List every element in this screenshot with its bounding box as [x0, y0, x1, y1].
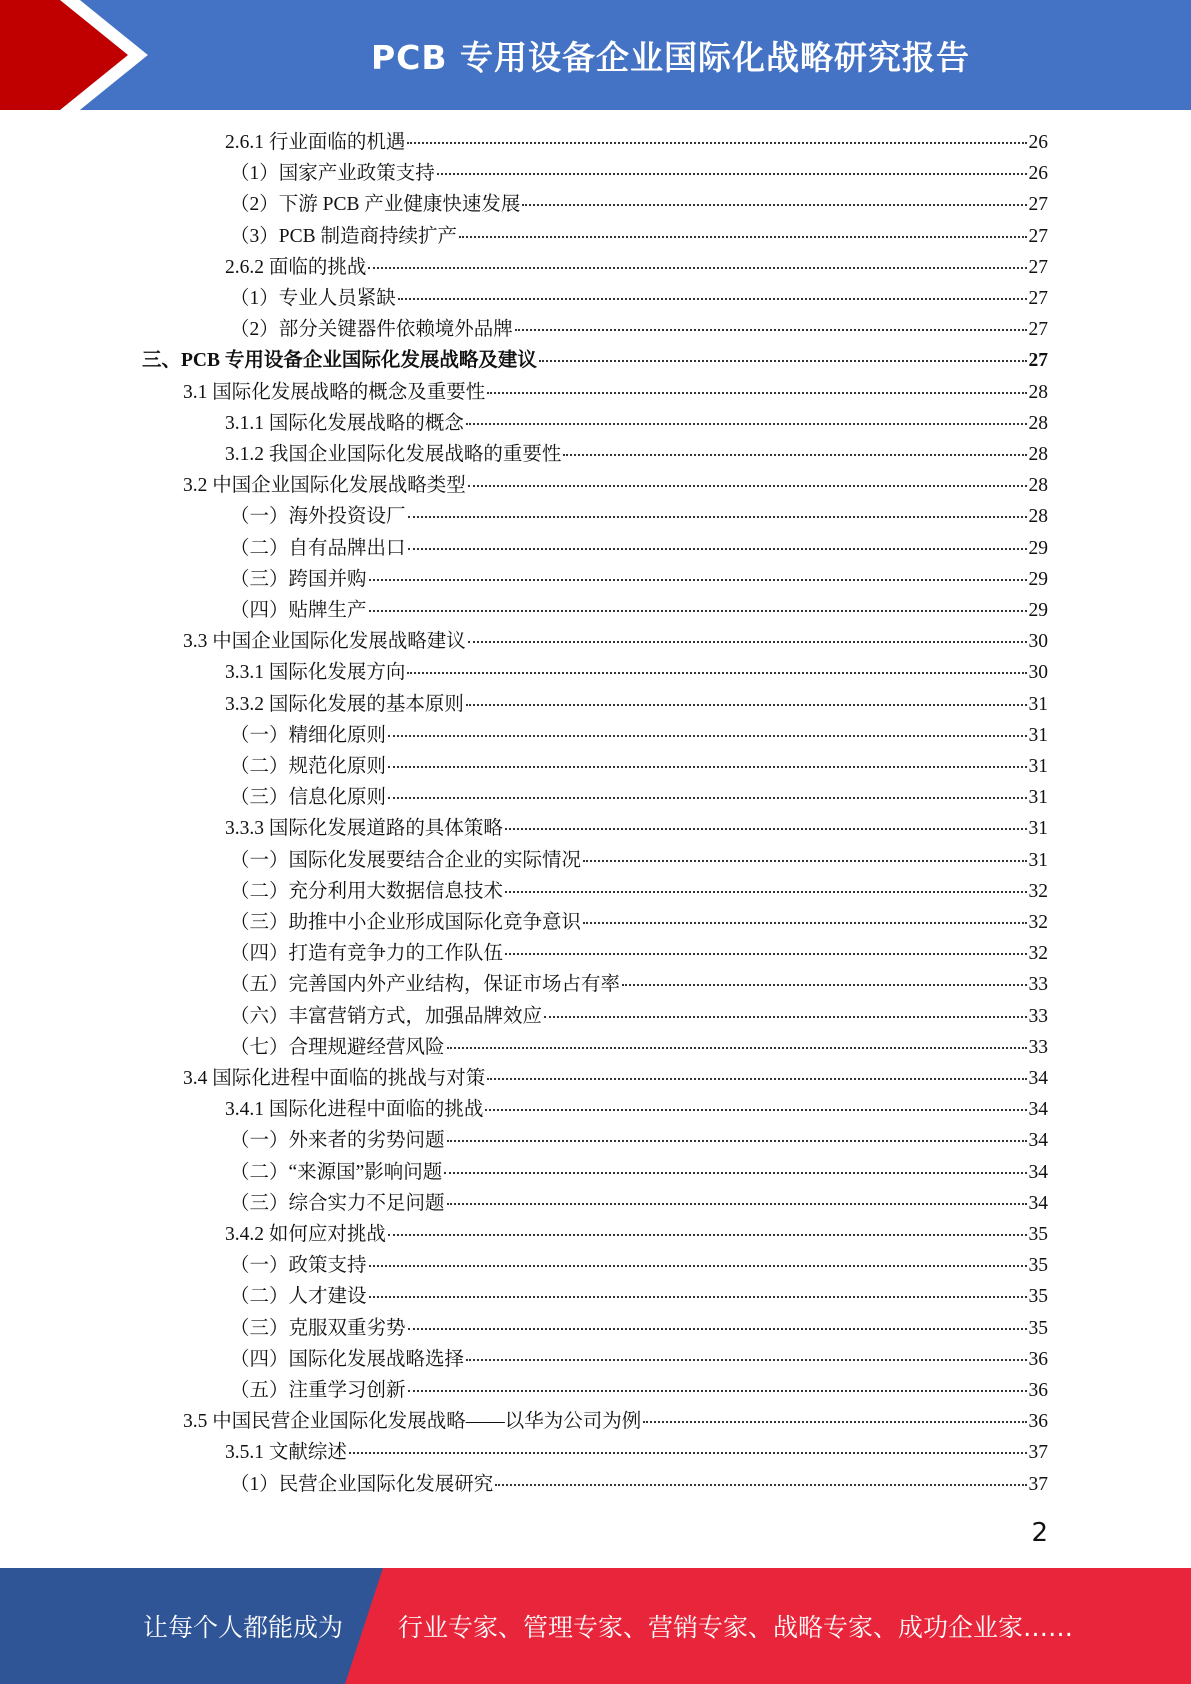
toc-entry-page: 31	[1028, 849, 1048, 871]
toc-entry-page: 31	[1028, 693, 1048, 715]
toc-entry-page: 27	[1028, 350, 1048, 372]
toc-dot-leader	[505, 827, 1027, 830]
toc-entry-page: 35	[1028, 1224, 1048, 1245]
toc-dot-leader	[522, 203, 1026, 206]
page-number: 2	[1031, 1518, 1048, 1548]
toc-entry-label: （1）专业人员紧缺	[230, 288, 396, 309]
toc-dot-leader	[468, 640, 1027, 643]
toc-entry-page: 32	[1028, 912, 1048, 933]
toc-entry-page: 34	[1028, 1099, 1048, 1121]
toc-entry-page: 31	[1028, 756, 1048, 777]
toc-entry[interactable]	[225, 439, 1048, 470]
page-footer	[0, 1568, 1191, 1684]
toc-entry[interactable]	[230, 283, 1048, 314]
toc-entry[interactable]	[183, 1406, 1048, 1437]
toc-entry[interactable]	[230, 1469, 1048, 1500]
toc-dot-leader	[388, 734, 1026, 737]
toc-entry[interactable]	[183, 470, 1048, 501]
toc-dot-leader	[505, 952, 1026, 955]
toc-dot-leader	[515, 328, 1027, 331]
toc-dot-leader	[444, 1171, 1026, 1174]
toc-dot-leader	[437, 172, 1027, 175]
toc-entry-page: 31	[1028, 724, 1048, 746]
toc-entry[interactable]	[225, 1094, 1048, 1125]
toc-entry-label: （2）下游 PCB 产业健康快速发展	[230, 194, 521, 216]
toc-dot-leader	[408, 515, 1027, 518]
toc-entry-page: 28	[1028, 412, 1048, 434]
toc-entry-label: （一）海外投资设厂	[230, 506, 406, 528]
toc-dot-leader	[407, 671, 1026, 674]
toc-entry[interactable]	[230, 938, 1048, 969]
toc-entry-label: （四）国际化发展战略选择	[230, 1348, 465, 1370]
toc-dot-leader	[388, 1233, 1027, 1236]
toc-entry[interactable]	[230, 969, 1048, 1000]
toc-dot-leader	[466, 703, 1027, 706]
toc-dot-leader	[539, 359, 1027, 362]
toc-dot-leader	[468, 484, 1027, 487]
toc-entry[interactable]	[230, 1344, 1048, 1375]
toc-entry-label: （五）注重学习创新	[230, 1380, 406, 1401]
toc-entry[interactable]	[230, 221, 1048, 252]
toc-entry-page: 29	[1028, 537, 1048, 559]
toc-entry[interactable]	[230, 1125, 1048, 1156]
toc-entry-page: 26	[1028, 132, 1048, 153]
toc-entry[interactable]	[230, 314, 1048, 345]
toc-entry-label: 3.3.1 国际化发展方向	[225, 662, 406, 684]
toc-entry-label: （四）贴牌生产	[230, 600, 367, 621]
toc-dot-leader	[466, 422, 1027, 425]
toc-entry-page: 35	[1028, 1317, 1048, 1339]
toc-entry-page: 33	[1028, 1005, 1048, 1027]
toc-dot-leader	[487, 1077, 1026, 1080]
toc-dot-leader	[369, 609, 1027, 612]
toc-entry-page: 27	[1028, 225, 1048, 247]
toc-entry-label: （四）打造有竞争力的工作队伍	[230, 943, 504, 965]
report-title: PCB 专用设备企业国际化战略研究报告	[370, 37, 971, 77]
toc-entry[interactable]	[230, 595, 1048, 626]
toc-entry-label: （五）完善国内外产业结构，保证市场占有率	[230, 974, 621, 996]
toc-entry-page: 34	[1028, 1068, 1048, 1089]
toc-dot-leader	[487, 391, 1026, 394]
toc-entry-label: （二）自有品牌出口	[230, 537, 406, 559]
toc-entry-page: 36	[1028, 1411, 1048, 1433]
toc-entry-page: 28	[1028, 444, 1048, 465]
toc-entry-page: 33	[1028, 974, 1048, 996]
toc-entry[interactable]	[230, 189, 1048, 220]
toc-dot-leader	[447, 1202, 1027, 1205]
toc-entry-label: 3.1.2 我国企业国际化发展战略的重要性	[225, 444, 562, 465]
toc-entry-page: 34	[1028, 1192, 1048, 1214]
toc-dot-leader	[388, 765, 1026, 768]
toc-entry[interactable]	[183, 1063, 1048, 1094]
toc-entry[interactable]	[230, 1313, 1048, 1344]
toc-entry[interactable]	[225, 657, 1048, 688]
toc-entry-page: 35	[1028, 1255, 1048, 1277]
toc-entry[interactable]	[230, 1281, 1048, 1312]
toc-entry[interactable]	[230, 564, 1048, 595]
toc-entry[interactable]	[225, 689, 1048, 720]
toc-dot-leader	[407, 141, 1026, 144]
toc-dot-leader	[408, 547, 1027, 550]
toc-dot-leader	[369, 1295, 1027, 1298]
toc-dot-leader	[505, 890, 1026, 893]
toc-dot-leader	[643, 1420, 1026, 1423]
toc-entry-label: 3.3.3 国际化发展道路的具体策略	[225, 818, 503, 840]
toc-dot-leader	[447, 1139, 1027, 1142]
toc-entry-page: 34	[1028, 1161, 1048, 1183]
toc-entry-page: 37	[1028, 1442, 1048, 1464]
toc-dot-leader	[369, 1264, 1027, 1267]
toc-entry-label: （三）跨国并购	[230, 568, 367, 590]
toc-entry[interactable]	[230, 751, 1048, 782]
toc-entry-page: 27	[1028, 319, 1048, 341]
toc-entry-page: 27	[1028, 256, 1048, 278]
toc-entry[interactable]	[230, 158, 1048, 189]
toc-entry-page: 36	[1028, 1348, 1048, 1370]
toc-entry-label: （1）国家产业政策支持	[230, 163, 435, 185]
toc-entry[interactable]	[230, 876, 1048, 907]
toc-entry-page: 33	[1028, 1036, 1048, 1058]
toc-entry-label: （二）人才建设	[230, 1286, 367, 1308]
toc-entry-page: 28	[1028, 475, 1048, 497]
toc-entry[interactable]	[230, 1032, 1048, 1063]
toc-entry-page: 29	[1028, 568, 1048, 590]
footer-slogan-left: 让每个人都能成为	[143, 1613, 344, 1642]
toc-entry-label: 3.4.2 如何应对挑战	[225, 1224, 386, 1245]
toc-dot-leader	[408, 1389, 1027, 1392]
toc-entry[interactable]	[142, 345, 1048, 376]
toc-entry-page: 32	[1028, 943, 1048, 965]
toc-entry-label: 3.4 国际化进程中面临的挑战与对策	[183, 1068, 486, 1089]
toc-entry-label: （一）政策支持	[230, 1255, 367, 1277]
toc-entry-page: 31	[1028, 818, 1048, 840]
toc-entry-page: 34	[1028, 1130, 1048, 1152]
toc-entry-label: （一）国际化发展要结合企业的实际情况	[230, 849, 582, 871]
toc-entry-label: 3.1 国际化发展战略的概念及重要性	[183, 381, 486, 403]
toc-entry[interactable]	[230, 1157, 1048, 1188]
toc-dot-leader	[459, 235, 1027, 238]
toc-dot-leader	[563, 453, 1026, 456]
toc-entry-label: （三）克服双重劣势	[230, 1317, 406, 1339]
toc-entry[interactable]	[225, 127, 1048, 158]
toc-entry[interactable]	[225, 1437, 1048, 1468]
toc-entry-page: 28	[1028, 506, 1048, 528]
toc-dot-leader	[349, 1451, 1027, 1454]
toc-dot-leader	[583, 859, 1026, 862]
page-header	[0, 0, 1191, 110]
toc-entry-label: （三）助推中小企业形成国际化竞争意识	[230, 912, 582, 933]
toc-dot-leader	[368, 266, 1026, 269]
toc-entry-page: 27	[1028, 194, 1048, 216]
toc-entry-page: 36	[1028, 1380, 1048, 1401]
toc-entry-label: 3.4.1 国际化进程中面临的挑战	[225, 1099, 484, 1121]
toc-entry-page: 37	[1028, 1473, 1048, 1495]
footer-slogan-right: 行业专家、管理专家、营销专家、战略专家、成功企业家……	[398, 1613, 1074, 1642]
toc-dot-leader	[388, 796, 1026, 799]
toc-entry-label: （六）丰富营销方式，加强品牌效应	[230, 1005, 543, 1027]
toc-dot-leader	[466, 1358, 1026, 1361]
toc-entry-page: 35	[1028, 1286, 1048, 1308]
toc-entry-label: （七）合理规避经营风险	[230, 1036, 445, 1058]
toc-entry[interactable]	[225, 408, 1048, 439]
toc-dot-leader	[398, 297, 1027, 300]
toc-entry-label: （二）“来源国”影响问题	[230, 1161, 443, 1183]
toc-dot-leader	[447, 1046, 1027, 1049]
toc-entry-label: 三、PCB 专用设备企业国际化发展战略及建议	[142, 350, 537, 372]
toc-entry-page: 30	[1028, 662, 1048, 684]
toc-dot-leader	[622, 983, 1026, 986]
toc-dot-leader	[369, 578, 1027, 581]
toc-entry[interactable]	[230, 782, 1048, 813]
toc-entry-label: 3.1.1 国际化发展战略的概念	[225, 412, 464, 434]
toc-entry[interactable]	[230, 533, 1048, 564]
toc-entry-label: （三）综合实力不足问题	[230, 1192, 445, 1214]
toc-entry-page: 32	[1028, 880, 1048, 902]
toc-entry-label: 3.5.1 文献综述	[225, 1442, 347, 1464]
toc-dot-leader	[583, 921, 1026, 924]
toc-entry-label: （1）民营企业国际化发展研究	[230, 1473, 494, 1495]
toc-entry-page: 31	[1028, 787, 1048, 809]
toc-entry-label: （二）规范化原则	[230, 756, 387, 777]
toc-entry-page: 30	[1028, 631, 1048, 653]
toc-entry[interactable]	[230, 907, 1048, 938]
toc-entry[interactable]	[230, 501, 1048, 532]
toc-entry-label: （三）信息化原则	[230, 787, 387, 809]
toc-dot-leader	[408, 1327, 1027, 1330]
toc-entry[interactable]	[225, 813, 1048, 844]
toc-entry-page: 27	[1028, 288, 1048, 309]
toc-entry[interactable]	[230, 720, 1048, 751]
toc-entry[interactable]	[230, 1375, 1048, 1406]
toc-entry[interactable]	[183, 377, 1048, 408]
toc-entry-label: （一）外来者的劣势问题	[230, 1130, 445, 1152]
toc-entry[interactable]	[230, 1001, 1048, 1032]
toc-entry[interactable]	[230, 845, 1048, 876]
toc-entry-label: （2）部分关键器件依赖境外品牌	[230, 319, 513, 341]
toc-entry-label: 3.5 中国民营企业国际化发展战略——以华为公司为例	[183, 1411, 642, 1433]
toc-entry-label: （二）充分利用大数据信息技术	[230, 880, 504, 902]
toc-entry[interactable]	[225, 1219, 1048, 1250]
toc-entry-label: 3.3 中国企业国际化发展战略建议	[183, 631, 466, 653]
toc-entry-label: 3.3.2 国际化发展的基本原则	[225, 693, 464, 715]
toc-entry-label: （一）精细化原则	[230, 724, 387, 746]
toc-dot-leader	[485, 1108, 1026, 1111]
toc-dot-leader	[544, 1015, 1026, 1018]
toc-entry[interactable]	[183, 626, 1048, 657]
toc-entry-page: 28	[1028, 381, 1048, 403]
toc-entry-label: （3）PCB 制造商持续扩产	[230, 225, 457, 247]
toc-entry[interactable]	[225, 252, 1048, 283]
toc-entry-page: 26	[1028, 163, 1048, 185]
toc-entry-label: 2.6.2 面临的挑战	[225, 256, 367, 278]
toc-dot-leader	[495, 1483, 1026, 1486]
toc-entry-label: 2.6.1 行业面临的机遇	[225, 132, 406, 153]
toc-entry[interactable]	[230, 1250, 1048, 1281]
toc-entry[interactable]	[230, 1188, 1048, 1219]
toc-entry-page: 29	[1028, 600, 1048, 621]
toc-entry-label: 3.2 中国企业国际化发展战略类型	[183, 475, 466, 497]
